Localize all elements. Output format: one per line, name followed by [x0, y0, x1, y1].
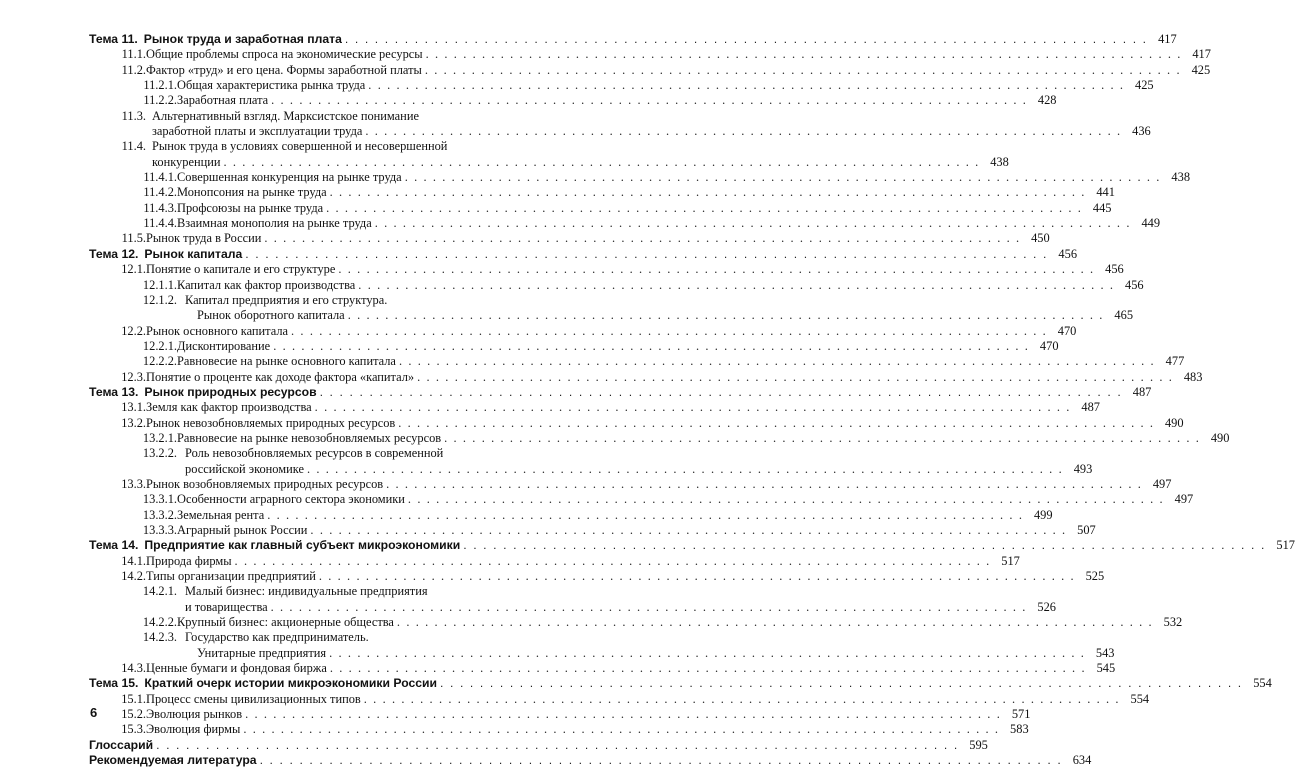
toc-entry-page: 490 [1210, 430, 1230, 445]
toc-entry-number: 11.4.1. [143, 170, 177, 185]
toc-entry-title: Рынок основного капитала [146, 323, 289, 338]
leader-dots [329, 646, 1085, 661]
toc-entry [89, 400, 1100, 415]
leader-dots [273, 339, 1029, 354]
toc-entry-title: Общая характеристика рынка труда [177, 78, 366, 93]
toc-entry-number: Тема 12. [89, 246, 139, 261]
toc-entry-title: Процесс смены цивилизационных типов [146, 691, 361, 706]
toc-entry-number: Тема 13. [89, 384, 139, 399]
leader-dots [245, 247, 1048, 262]
toc-entry-page: 554 [1130, 691, 1150, 706]
toc-entry-page: 571 [1011, 707, 1031, 722]
toc-entry [89, 262, 1124, 277]
toc-entry-title-continuation: Рынок оборотного капитала [197, 308, 345, 323]
toc-entry-title: Роль невозобновляемых ресурсов в современной [185, 446, 444, 461]
leader-dots [348, 308, 1104, 323]
leader-dots [368, 78, 1124, 93]
toc-entry-page: 583 [1010, 722, 1029, 737]
toc-entry-page: 525 [1085, 569, 1105, 584]
toc-entry-number: 12.3. [121, 369, 146, 384]
leader-dots [223, 155, 979, 170]
leader-dots [398, 416, 1154, 431]
toc-entry-page: 417 [1192, 47, 1211, 62]
toc-entry-page: 532 [1163, 615, 1183, 630]
toc-entry-number: 14.2. [121, 569, 146, 584]
toc-entry-title: Глоссарий [89, 737, 154, 752]
toc-entry-number: 14.1. [121, 553, 146, 568]
leader-dots [235, 554, 991, 569]
table-of-contents [89, 32, 1295, 769]
toc-entry-number: 12.1.1. [142, 277, 177, 292]
toc-entry-page: 456 [1105, 262, 1124, 277]
toc-entry-number: 11.4.3. [143, 200, 177, 215]
toc-entry-number: Тема 11. [89, 32, 138, 46]
toc-entry-page: 497 [1152, 476, 1172, 491]
toc-entry [89, 354, 1185, 369]
toc-entry [89, 246, 1078, 262]
toc-entry-title: Эволюция фирмы [146, 722, 241, 737]
toc-entry-title: Рынок капитала [144, 246, 243, 261]
toc-entry-title: Рекомендуемая литература [89, 753, 257, 768]
toc-entry-page: 436 [1132, 124, 1151, 139]
toc-entry-number: 13.3.2. [142, 507, 177, 522]
toc-entry-title-continuation: заработной платы и эксплуатации труда [152, 124, 363, 139]
toc-entry-page: 493 [1073, 461, 1093, 476]
toc-entry-title: Монопсония на рынке труда [177, 185, 327, 200]
toc-entry [89, 200, 1112, 216]
toc-entry-page: 425 [1135, 78, 1154, 93]
toc-entry-title: Совершенная конкуренция на рынке труда [177, 170, 402, 185]
leader-dots [310, 523, 1066, 538]
toc-entry-page: 483 [1183, 369, 1203, 384]
toc-entry [89, 415, 1184, 431]
toc-entry-page: 470 [1039, 338, 1059, 353]
toc-entry [89, 32, 1177, 47]
leader-dots [338, 262, 1094, 277]
toc-entry-title: Общие проблемы спроса на экономические ресурсы [146, 47, 423, 62]
toc-entry [89, 737, 988, 753]
leader-dots [291, 324, 1047, 339]
toc-entry-title: Равновесие на рынке невозобновляемых ресурсов [177, 430, 442, 445]
toc-entry [89, 78, 1154, 93]
leader-dots [307, 462, 1063, 477]
toc-entry [89, 338, 1059, 354]
toc-entry-page: 456 [1125, 277, 1144, 292]
toc-entry-number: 13.3.1. [142, 492, 177, 507]
toc-entry-page: 545 [1096, 661, 1116, 676]
leader-dots [330, 661, 1086, 676]
toc-entry-title: Аграрный рынок России [177, 523, 308, 537]
toc-entry-title: Краткий очерк истории микроэкономики России [144, 676, 438, 691]
toc-entry [89, 323, 1077, 339]
toc-entry-number: 12.1.2. [142, 292, 177, 307]
toc-entry [89, 569, 1105, 584]
toc-entry [89, 538, 1295, 553]
toc-entry-number: 11.2. [121, 62, 146, 77]
toc-entry [89, 676, 1272, 691]
toc-entry [89, 492, 1194, 507]
toc-entry-number: 13.2.2. [142, 446, 177, 461]
toc-entry [89, 47, 1211, 62]
toc-entry [89, 584, 1056, 615]
toc-entry-number: 13.3.3. [142, 523, 177, 537]
toc-entry-title: Понятие о капитале и его структуре [146, 262, 336, 277]
toc-entry [89, 476, 1172, 492]
toc-entry-title: Малый бизнес: индивидуальные предприятия [185, 584, 428, 599]
leader-dots [320, 385, 1123, 400]
toc-entry-number: 14.3. [121, 661, 146, 676]
leader-dots [245, 707, 1001, 722]
toc-entry [89, 62, 1211, 78]
leader-dots [364, 692, 1120, 707]
toc-entry-title: Рынок труда и заработная плата [143, 32, 342, 46]
toc-entry-number: 12.1. [121, 262, 146, 277]
leader-dots [260, 753, 1063, 768]
toc-entry [89, 231, 1050, 246]
toc-entry [89, 507, 1053, 523]
toc-entry-page: 477 [1165, 354, 1185, 369]
toc-entry-number: 11.4.2. [143, 185, 177, 200]
toc-entry [89, 384, 1152, 400]
toc-entry-title: Земля как фактор производства [146, 400, 312, 415]
leader-dots [267, 508, 1023, 523]
toc-entry [89, 691, 1150, 707]
leader-dots [375, 216, 1131, 231]
leader-dots [330, 185, 1086, 200]
toc-entry-title-continuation: Унитарные предприятия [197, 645, 327, 660]
toc-entry-page: 487 [1081, 400, 1100, 415]
toc-entry-number: 12.2.1. [142, 338, 177, 353]
toc-entry-number: 11.1. [121, 47, 146, 62]
leader-dots [426, 47, 1182, 62]
leader-dots [408, 492, 1164, 507]
toc-entry-title: Рынок труда в условиях совершенной и несовершенной [152, 139, 448, 154]
toc-entry-title: Фактор «труд» и его цена. Формы заработной платы [146, 62, 422, 77]
leader-dots [264, 231, 1020, 246]
leader-dots [365, 124, 1121, 139]
toc-entry-title: Профсоюзы на рынке труда [177, 200, 324, 215]
toc-entry-number: 13.3. [121, 476, 146, 491]
toc-entry-number: 12.2. [121, 323, 146, 338]
toc-entry-title: Альтернативный взгляд. Марксистское понимание [152, 108, 419, 123]
toc-entry-title: Капитал как фактор производства [177, 277, 356, 292]
toc-entry-page: 487 [1132, 384, 1152, 399]
leader-dots [405, 170, 1161, 185]
toc-entry-page: 554 [1253, 676, 1272, 691]
toc-entry-title: Рынок возобновляемых природных ресурсов [146, 476, 384, 491]
toc-entry-page: 465 [1114, 308, 1134, 323]
leader-dots [386, 477, 1142, 492]
toc-entry-title: Земельная рента [177, 507, 265, 522]
toc-entry-page: 445 [1092, 200, 1112, 215]
toc-entry-number: 14.2.1. [142, 584, 177, 599]
toc-entry-number: 13.2. [121, 415, 146, 430]
toc-entry-page: 456 [1058, 246, 1078, 261]
leader-dots [345, 32, 1148, 47]
toc-entry-title: Ценные бумаги и фондовая биржа [146, 661, 327, 676]
leader-dots [440, 676, 1243, 691]
toc-entry-page: 438 [1171, 170, 1191, 185]
toc-entry-page: 441 [1096, 185, 1115, 200]
toc-entry [89, 93, 1057, 108]
toc-entry [89, 277, 1144, 293]
toc-entry-title: Рынок природных ресурсов [144, 384, 317, 399]
toc-entry-title: Особенности аграрного сектора экономики [177, 492, 405, 507]
leader-dots [315, 400, 1071, 415]
toc-entry [89, 707, 1031, 722]
toc-entry-page: 595 [969, 737, 988, 752]
toc-entry-number: 13.1. [121, 400, 146, 415]
leader-dots [417, 370, 1173, 385]
toc-entry [89, 661, 1116, 676]
toc-entry-number: 14.2.3. [142, 630, 177, 645]
toc-entry-title: Равновесие на рынке основного капитала [177, 354, 396, 369]
toc-entry [89, 139, 1009, 170]
toc-entry-number: 11.4.4. [143, 216, 177, 231]
toc-entry-number: 15.1. [121, 691, 146, 706]
toc-entry-title: Дисконтирование [177, 338, 271, 353]
toc-entry-page: 438 [990, 154, 1009, 169]
toc-entry-title: Крупный бизнес: акционерные общества [177, 615, 394, 630]
toc-entry-page: 517 [1276, 538, 1295, 553]
toc-entry-page: 417 [1158, 32, 1177, 46]
toc-entry-title-continuation: и товарищества [185, 599, 268, 614]
toc-entry-title: Рынок невозобновляемых природных ресурсов [146, 415, 396, 430]
leader-dots [463, 538, 1266, 553]
toc-entry-title: Государство как предприниматель. [185, 630, 369, 645]
toc-entry-page: 497 [1174, 492, 1194, 507]
toc-entry-page: 450 [1031, 231, 1050, 246]
toc-entry-number: 11.2.1. [143, 78, 177, 93]
toc-entry-number: 11.3. [121, 108, 146, 123]
leader-dots [319, 569, 1075, 584]
toc-entry [89, 369, 1203, 385]
toc-entry [89, 292, 1134, 324]
leader-dots [399, 354, 1155, 369]
toc-entry-page: 507 [1077, 523, 1096, 537]
toc-entry-page: 425 [1191, 62, 1211, 77]
leader-dots [271, 600, 1027, 615]
toc-entry [89, 553, 1020, 569]
leader-dots [271, 93, 1027, 108]
toc-entry-page: 526 [1037, 599, 1056, 614]
toc-entry-page: 490 [1164, 415, 1184, 430]
leader-dots [397, 615, 1153, 630]
toc-entry-number: 15.2. [121, 707, 146, 722]
toc-entry-number: Тема 15. [89, 676, 139, 691]
leader-dots [425, 63, 1181, 78]
toc-entry-title: Рынок труда в России [146, 231, 262, 246]
toc-entry-page: 634 [1072, 753, 1092, 768]
toc-entry [89, 430, 1230, 446]
toc-entry-page: 543 [1095, 645, 1115, 660]
toc-entry [89, 523, 1096, 538]
toc-entry [89, 446, 1093, 477]
leader-dots [243, 722, 999, 737]
toc-entry-number: 11.5. [121, 231, 146, 246]
toc-entry [89, 630, 1115, 661]
leader-dots [358, 278, 1114, 293]
toc-entry-title: Природа фирмы [146, 553, 232, 568]
toc-entry [89, 722, 1029, 737]
toc-entry-title: Понятие о проценте как доходе фактора «капитал» [146, 369, 415, 384]
toc-entry-title: Капитал предприятия и его структура. [185, 292, 388, 307]
toc-entry-number: 14.2.2. [142, 615, 177, 630]
toc-entry-number: 13.2.1. [142, 430, 177, 445]
toc-entry-number: 12.2.2. [142, 354, 177, 369]
toc-entry-number: 15.3. [121, 722, 146, 737]
toc-entry [89, 216, 1161, 231]
toc-entry-title: Эволюция рынков [146, 707, 243, 722]
toc-entry [89, 108, 1151, 140]
page-number: 6 [90, 705, 98, 720]
leader-dots [156, 738, 959, 753]
toc-entry-page: 517 [1001, 553, 1020, 568]
toc-entry-number: 11.2.2. [143, 93, 177, 108]
toc-entry-title-continuation: российской экономике [185, 461, 304, 476]
toc-entry-title: Типы организации предприятий [146, 569, 316, 584]
toc-entry-title: Предприятие как главный субъект микроэкономики [144, 538, 461, 553]
leader-dots [444, 431, 1200, 446]
toc-entry-page: 499 [1033, 507, 1053, 522]
toc-entry [89, 615, 1183, 630]
toc-entry-page: 428 [1037, 93, 1057, 108]
toc-entry-title: Заработная плата [177, 93, 269, 108]
toc-entry-page: 449 [1141, 216, 1161, 231]
toc-entry-number: Тема 14. [89, 538, 139, 553]
toc-entry [89, 753, 1092, 768]
toc-entry-page: 470 [1057, 323, 1077, 338]
toc-entry-title: Взаимная монополия на рынке труда [177, 216, 372, 231]
toc-entry [89, 170, 1191, 185]
toc-entry-title-continuation: конкуренции [152, 154, 221, 169]
leader-dots [326, 201, 1082, 216]
toc-entry-number: 11.4. [121, 139, 146, 154]
toc-entry [89, 185, 1115, 200]
